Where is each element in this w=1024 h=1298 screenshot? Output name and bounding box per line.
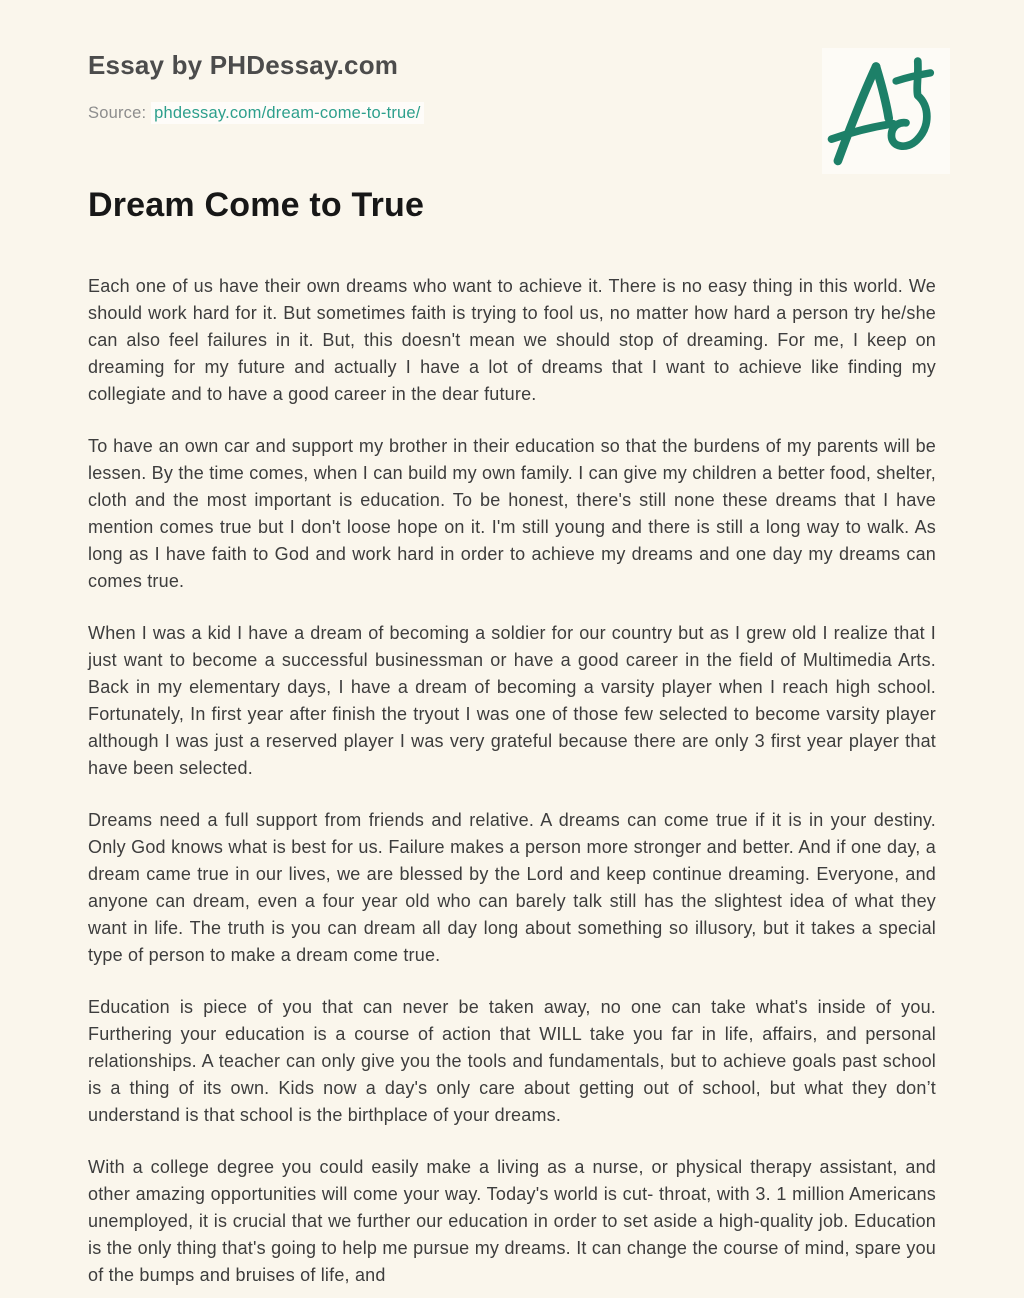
essay-paragraph: Dreams need a full support from friends and relative. A dreams can come true if it is in your destiny. Only God knows what is best for us. Failure makes a person more stronger and better. And if one day, a dream came true in our lives, we are blessed by the Lord and keep continue dreaming. Everyone, and anyone can dream, even a four year old who can barely talk still has the slightest idea of what they want in life. The truth is you can dream all day long about something so illusory, but it takes a special type of person to make a dream come true. (88, 809, 936, 965)
essay-paragraph: Each one of us have their own dreams who want to achieve it. There is no easy thing in this world. We should work hard for it. But sometimes faith is trying to fool us, no matter how hard a person try he/she can also feel failures in it. But, this doesn't mean we should stop of dreaming. For me, I keep on dreaming for my future and actually I have a lot of dreams that I want to achieve like finding my collegiate and to have a good career in the dear future. (88, 275, 936, 404)
phdessay-logo (822, 48, 950, 174)
a-plus-logo-icon (827, 53, 945, 169)
essay-paragraph: With a college degree you could easily make a living as a nurse, or physical therapy assistant, and other amazing opportunities will come your way. Today's world is cut- throat, with 3. 1 million Americans unemployed, it is crucial that we further our education in order to set aside a high-quality job. Education is the only thing that's going to help me pursue my dreams. It can change the course of mind, spare you of the bumps and bruises of life, and (88, 1156, 936, 1285)
source-label: Source: (88, 104, 147, 123)
essay-paragraph: To have an own car and support my brother in their education so that the burdens of my parents will be lessen. By the time comes, when I can build my own family. I can give my children a better food, shelter, cloth and the most important is education. To be honest, there's still none these dreams that I have mention comes true but I don't loose hope on it. I'm still young and there is still a long way to walk. As long as I have faith to God and work hard in order to achieve my dreams and one day my dreams can comes true. (88, 435, 936, 591)
page-title: Dream Come to True (88, 186, 425, 225)
essay-paragraph: Education is piece of you that can never be taken away, no one can take what's inside of you. Furthering your education is a course of action that WILL take you far in life, affairs, and personal relationships. A teacher can only give you the tools and fundamentals, but to achieve goals past school is a thing of its own. Kids now a day's only care about getting out of school, but what they don’t understand is that school is the birthplace of your dreams. (88, 996, 936, 1125)
source-link[interactable]: phdessay.com/dream-come-to-true/ (151, 102, 424, 124)
byline: Essay by PHDessay.com (88, 50, 399, 80)
essay-body (88, 273, 936, 1289)
source-line (88, 104, 936, 123)
essay-paragraph: When I was a kid I have a dream of becoming a soldier for our country but as I grew old I realize that I just want to become a successful businessman or have a good career in the field of Multimedia Arts. Back in my elementary days, I have a dream of becoming a varsity player when I reach high school. Fortunately, In first year after finish the tryout I was one of those few selected to become varsity player although I was just a reserved player I was very grateful because there are only 3 first year player that have been selected. (88, 622, 936, 778)
